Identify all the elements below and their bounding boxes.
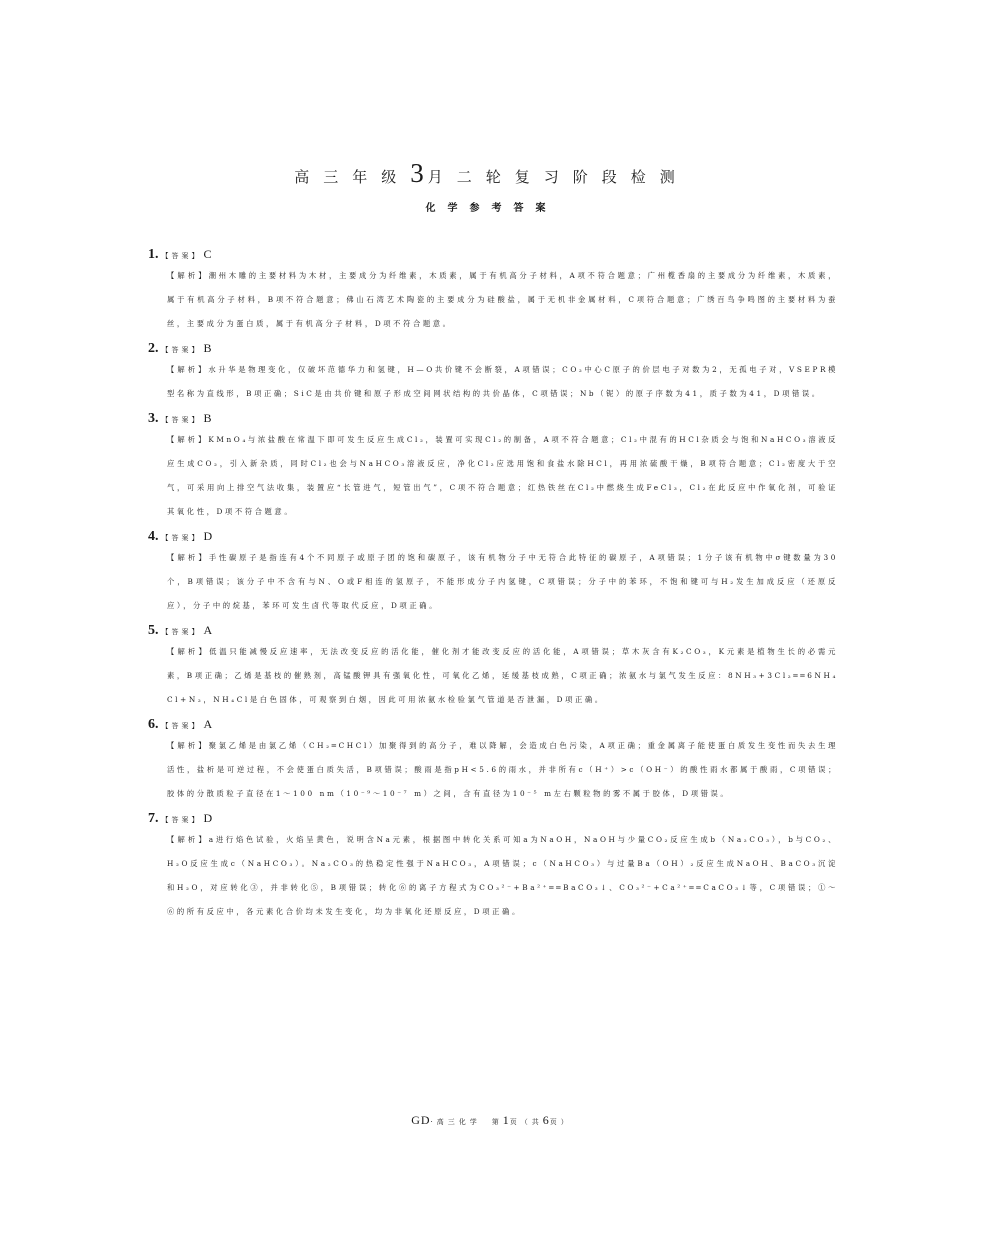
question-number: 3. [148,411,159,426]
footer-subject: ·高三化学 [430,1118,481,1126]
analysis-tag: 【解析】 [167,741,209,750]
answer-letter: B [203,341,212,355]
page-title [0,158,983,189]
question-item [148,712,838,806]
title-month-number: 3 [410,158,428,188]
answer-letter: B [203,411,212,425]
footer-code: GD [411,1113,431,1127]
analysis-tag: 【解析】 [167,647,210,656]
question-number: 7. [148,811,159,826]
answer-letter: D [203,529,213,543]
answer-letter: A [203,623,213,637]
analysis-text: 潮州木雕的主要材料为木材，主要成分为纤维素，木质素，属于有机高分子材料，A项不符合题意；广州榄香扇的主要成分为纤维素，木质素，属于有机高分子材料，B项不符合题意；佛山石湾艺术陶瓷的主要成分为硅酸盐，属于无机非金属材料，C项符合题意；广绣百鸟争鸣图的主要材料为蚕丝，主要成分为蛋白质，属于有机高分子材料，D项不符合题意。 [167,271,838,328]
question-item [148,618,838,712]
question-item [148,242,838,336]
question-item [148,406,838,524]
analysis-text: 水升华是物理变化，仅破坏范德华力和氢键，H—O共价键不会断裂，A项错误；CO₂中心C原子的价层电子对数为2，无孤电子对，VSEPR模型名称为直线形，B项正确；SiC是由共价键和原子形成空间网状结构的共价晶体，C项错误；Nb（铌）的原子序数为41，质子数为41，D项错误。 [167,365,838,398]
question-number: 5. [148,623,159,638]
footer-page-total: 6 [542,1113,550,1127]
analysis-tag: 【解析】 [167,271,209,280]
page-footer [0,1113,983,1128]
question-number: 2. [148,341,159,356]
answer-tag: 【答案】 [161,346,202,354]
answer-tag: 【答案】 [161,416,202,424]
analysis-text: a进行焰色试验，火焰呈黄色，说明含Na元素，根据图中转化关系可知a为NaOH，NaOH与少量CO₂反应生成b（Na₂CO₃），b与CO₂、H₂O反应生成c（NaHCO₃）。Na₂CO₃的热稳定性强于NaHCO₃，A项错误；c（NaHCO₃）与过量Ba（OH）₂反应生成NaOH、BaCO₃沉淀和H₂O，对应转化③，并非转化⑤，B项错误；转化⑥的离子方程式为CO₃²⁻+Ba²⁺══BaCO₃↓、CO₃²⁻+Ca²⁺══CaCO₃↓等，C项错误；①～⑥的所有反应中，各元素化合价均未发生变化，均为非氧化还原反应，D项正确。 [167,835,838,916]
analysis-tag: 【解析】 [167,365,209,374]
answer-tag: 【答案】 [161,816,202,824]
answer-letter: D [203,811,213,825]
analysis-text: 聚氯乙烯是由氯乙烯（CH₂═CHCl）加聚得到的高分子，难以降解，会造成白色污染，A项正确；重金属离子能使蛋白质发生变性而失去生理活性，盐析是可逆过程，不会使蛋白质失活，B项错误；酸雨是指pH<5.6的雨水，并非所有c（H⁺）>c（OH⁻）的酸性雨水都属于酸雨，C项错误；胶体的分散质粒子直径在1～100 nm（10⁻⁹～10⁻⁷ m）之间，含有直径为10⁻⁵ m左右颗粒物的雾不属于胶体，D项错误。 [167,741,838,798]
answer-list [148,242,838,924]
question-number: 6. [148,717,159,732]
answer-tag: 【答案】 [161,628,202,636]
analysis-tag: 【解析】 [167,835,209,844]
answer-tag: 【答案】 [161,722,202,730]
footer-page-middle: 页（共 [509,1118,543,1126]
footer-page-number: 1 [502,1113,510,1127]
page-subtitle: 化学参考答案 [425,203,558,214]
footer-page-suffix: 页） [549,1118,572,1126]
analysis-text: 低温只能减慢反应速率，无法改变反应的活化能，催化剂才能改变反应的活化能，A项错误；草木灰含有K₂CO₃，K元素是植物生长的必需元素，B项正确；乙烯是基枝的催熟剂，高锰酸钾具有强氧化性，可氧化乙烯，延缓基枝成熟，C项正确；浓氨水与氯气发生反应：8NH₃+3Cl₂══6NH₄Cl+N₂，NH₄Cl是白色固体，可观察到白烟，因此可用浓氨水检验氯气管道是否泄漏，D项正确。 [167,647,839,704]
answer-letter: C [203,247,212,261]
title-prefix: 高三年级 [294,168,411,186]
question-item [148,336,838,406]
analysis-text: KMnO₄与浓盐酸在常温下即可发生反应生成Cl₂，装置可实现Cl₂的制备，A项不符合题意；Cl₂中混有的HCl杂质会与饱和NaHCO₃溶液反应生成CO₂，引入新杂质，同时Cl₂也会与NaHCO₃溶液反应，净化Cl₂应选用饱和食盐水除HCl，再用浓硫酸干燥，B项符合题意；Cl₂密度大于空气，可采用向上排空气法收集，装置应“长管进气，短管出气”，C项不符合题意；红热铁丝在Cl₂中燃烧生成FeCl₃，Cl₂在此反应中作氧化剂，可验证其氧化性，D项不符合题意。 [167,435,839,516]
title-suffix: 月二轮复习阶段检测 [427,168,689,186]
question-item [148,806,838,924]
analysis-tag: 【解析】 [167,435,209,444]
question-number: 1. [148,247,159,262]
answer-tag: 【答案】 [161,252,202,260]
answer-letter: A [203,717,213,731]
analysis-tag: 【解析】 [167,553,209,562]
answer-tag: 【答案】 [161,534,202,542]
question-item [148,524,838,618]
footer-page-prefix: 第 [491,1118,503,1126]
analysis-text: 手性碳原子是指连有4个不同原子或原子团的饱和碳原子，该有机物分子中无符合此特征的碳原子，A项错误；1分子该有机物中σ键数量为30个，B项错误；该分子中不含有与N、O或F相连的氢原子，不能形成分子内氢键，C项错误；分子中的苯环，不饱和键可与H₂发生加成反应（还原反应），分子中的烷基，苯环可发生卤代等取代反应，D项正确。 [167,553,838,610]
question-number: 4. [148,529,159,544]
